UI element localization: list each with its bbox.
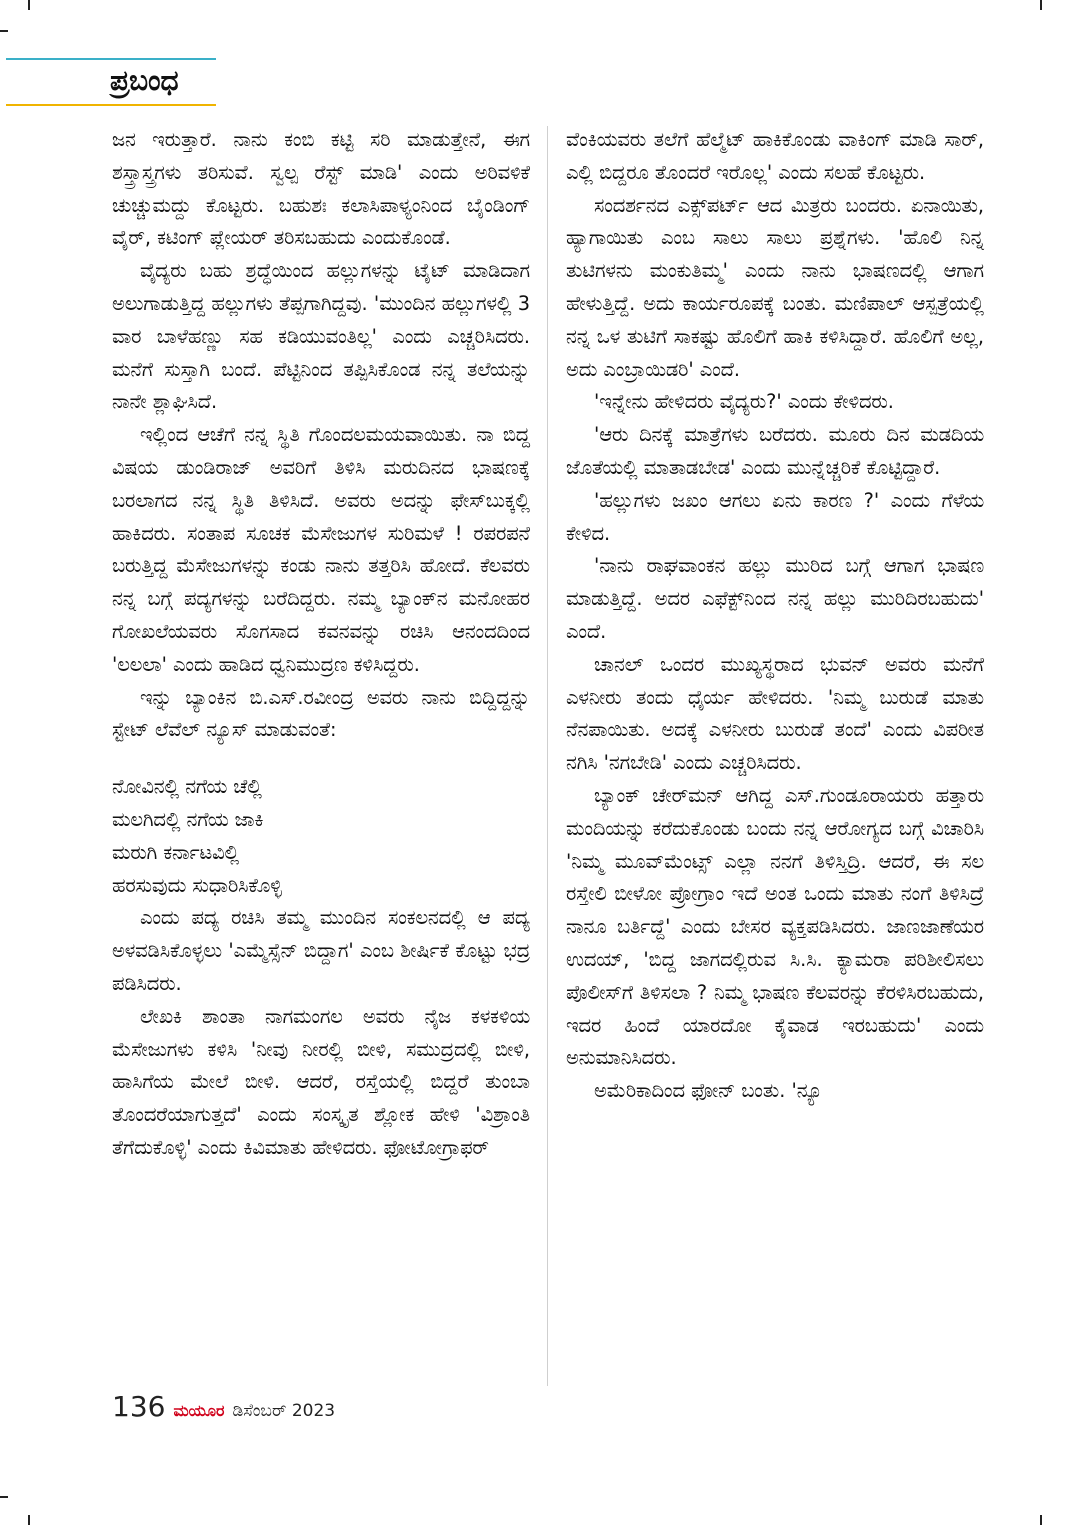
paragraph: ಚಾನಲ್ ಒಂದರ ಮುಖ್ಯಸ್ಥರಾದ ಭುವನ್ ಅವರು ಮನೆಗೆ ಎಳನೀರು ತಂದು ಧೈರ್ಯ ಹೇಳಿದರು. 'ನಿಮ್ಮ ಬುರುಡೆ ಮಾತು ನೆನಪಾಯಿತು. ಅದಕ್ಕೆ ಎಳನೀರು ಬುರುಡೆ ತಂದೆ' ಎಂದು ವಿಪರೀತ ನಗಿಸಿ 'ನಗಬೇಡಿ' ಎಂದು ಎಚ್ಚರಿಸಿದರು. xyxy=(566,652,984,775)
paragraph: ವೈದ್ಯರು ಬಹು ಶ್ರದ್ಧೆಯಿಂದ ಹಲ್ಲುಗಳನ್ನು ಟೈಟ್ ಮಾಡಿದಾಗ ಅಲುಗಾಡುತ್ತಿದ್ದ ಹಲ್ಲುಗಳು ತೆಪ್ಪಗಾಗಿದ್ದವು. 'ಮುಂದಿನ ಹಲ್ಲುಗಳಲ್ಲಿ 3 ವಾರ ಬಾಳೆಹಣ್ಣು ಸಹ ಕಡಿಯುವಂತಿಲ್ಲ' ಎಂದು ಎಚ್ಚರಿಸಿದರು. ಮನೆಗೆ ಸುಸ್ತಾಗಿ ಬಂದೆ. ಪೆಟ್ಟಿನಿಂದ ತಪ್ಪಿಸಿಕೊಂಡ ನನ್ನ ತಲೆಯನ್ನು ನಾನೇ ಶ್ಲಾಘಿಸಿದೆ. xyxy=(112,259,530,414)
poem-line: ಮಲಗಿದಲ್ಲಿ ನಗೆಯ ಜಾಕಿ xyxy=(112,807,264,831)
page-footer xyxy=(112,1390,335,1430)
paragraph: 'ನಾನು ರಾಘವಾಂಕನ ಹಲ್ಲು ಮುರಿದ ಬಗ್ಗೆ ಆಗಾಗ ಭಾಷಣ ಮಾಡುತ್ತಿದ್ದೆ. ಅದರ ಎಫೆಕ್ಟ್‌ನಿಂದ ನನ್ನ ಹಲ್ಲು ಮುರಿದಿರಬಹುದು' ಎಂದೆ. xyxy=(566,554,984,643)
crop-mark xyxy=(1040,0,1042,10)
paragraph: ಬ್ಯಾಂಕ್ ಚೇರ್‌ಮನ್ ಆಗಿದ್ದ ಎಸ್.ಗುಂಡೂರಾಯರು ಹತ್ತಾರು ಮಂದಿಯನ್ನು ಕರೆದುಕೊಂಡು ಬಂದು ನನ್ನ ಆರೋಗ್ಯದ ಬಗ್ಗೆ ವಿಚಾರಿಸಿ 'ನಿಮ್ಮ ಮೂವ್‌ಮೆಂಟ್ಸ್ ಎಲ್ಲಾ ನನಗೆ ತಿಳಿಸ್ತಿದ್ರಿ. ಆದರೆ, ಈ ಸಲ ರಸ್ತೇಲಿ ಬೀಳೋ ಪ್ರೋಗ್ರಾಂ ಇದೆ ಅಂತ ಒಂದು ಮಾತು ನಂಗೆ ತಿಳಿಸಿದ್ರೆ ನಾನೂ ಬರ್ತಿದ್ದೆ' ಎಂದು ಬೇಸರ ವ್ಯಕ್ತಪಡಿಸಿದರು. ಜಾಣಜಾಣೆಯರ ಉದಯ್, 'ಬಿದ್ದ ಜಾಗದಲ್ಲಿರುವ ಸಿ.ಸಿ. ಕ್ಯಾಮರಾ ಪರಿಶೀಲಿಸಲು ಪೊಲೀಸ್‌ಗೆ ತಿಳಿಸಲಾ ? ನಿಮ್ಮ ಭಾಷಣ ಕೆಲವರನ್ನು ಕೆರಳಿಸಿರಬಹುದು, ಇದರ ಹಿಂದೆ ಯಾರದೋ ಕೈವಾಡ ಇರಬಹುದು' ಎಂದು ಅನುಮಾನಿಸಿದರು. xyxy=(566,783,984,1070)
column-divider xyxy=(547,126,548,1386)
crop-mark xyxy=(1040,1515,1042,1525)
magazine-logo: ಮಯೂರ xyxy=(173,1401,225,1420)
paragraph: ವೆಂಕಿಯವರು ತಲೆಗೆ ಹೆಲ್ಮೆಟ್ ಹಾಕಿಕೊಂಡು ವಾಕಿಂಗ್ ಮಾಡಿ ಸಾರ್, ಎಲ್ಲಿ ಬಿದ್ದರೂ ತೊಂದರೆ ಇರೊಲ್ಲ' ಎಂದು ಸಲಹೆ ಕೊಟ್ಟರು. xyxy=(566,128,984,184)
paragraph: ಇಲ್ಲಿಂದ ಆಚೆಗೆ ನನ್ನ ಸ್ಥಿತಿ ಗೊಂದಲಮಯವಾಯಿತು. ನಾ ಬಿದ್ದ ವಿಷಯ ಡುಂಡಿರಾಜ್ ಅವರಿಗೆ ತಿಳಿಸಿ ಮರುದಿನದ ಭಾಷಣಕ್ಕೆ ಬರಲಾಗದ ನನ್ನ ಸ್ಥಿತಿ ತಿಳಿಸಿದೆ. ಅವರು ಅದನ್ನು ಫೇಸ್‌ಬುಕ್ಕಲ್ಲಿ ಹಾಕಿದರು. ಸಂತಾಪ ಸೂಚಕ ಮೆಸೇಜುಗಳ ಸುರಿಮಳೆ ! ರಪರಪನೆ ಬರುತ್ತಿದ್ದ ಮೆಸೇಜುಗಳನ್ನು ಕಂಡು ನಾನು ತತ್ತರಿಸಿ ಹೋದೆ. ಕೆಲವರು ನನ್ನ ಬಗ್ಗೆ ಪದ್ಯಗಳನ್ನು ಬರೆದಿದ್ದರು. ನಮ್ಮ ಬ್ಯಾಂಕ್‌ನ ಮನೋಹರ ಗೋಖಲೆಯವರು ಸೊಗಸಾದ ಕವನವನ್ನು ರಚಿಸಿ ಆನಂದದಿಂದ 'ಲಲಲಾ' ಎಂದು ಹಾಡಿದ ಧ್ವನಿಮುದ್ರಣ ಕಳಿಸಿದ್ದರು. xyxy=(112,423,530,676)
header-rule-top xyxy=(6,58,216,60)
crop-mark xyxy=(0,30,8,32)
poem-line: ನೋವಿನಲ್ಲಿ ನಗೆಯ ಚೆಲ್ಲಿ xyxy=(112,775,262,799)
poem-line: ಮರುಗಿ ಕರ್ನಾಟವಿಲ್ಲಿ xyxy=(112,840,240,864)
poem-line: ಹರಸುವುದು ಸುಧಾರಿಸಿಕೊಳ್ಳಿ xyxy=(112,873,282,897)
paragraph: 'ಹಲ್ಲುಗಳು ಜಖಂ ಆಗಲು ಏನು ಕಾರಣ ?' ಎಂದು ಗೆಳೆಯ ಕೇಳಿದ. xyxy=(566,488,984,545)
issue-date: ಡಿಸೆಂಬರ್ 2023 xyxy=(232,1401,336,1421)
paragraph: ಎಂದು ಪದ್ಯ ರಚಿಸಿ ತಮ್ಮ ಮುಂದಿನ ಸಂಕಲನದಲ್ಲಿ ಆ ಪದ್ಯ ಅಳವಡಿಸಿಕೊಳ್ಳಲು 'ಎಮ್ಮೆಸ್ಸೆನ್ ಬಿದ್ದಾಗ' ಎಂಬ ಶೀರ್ಷಿಕೆ ಕೊಟ್ಟು ಭದ್ರ ಪಡಿಸಿದರು. xyxy=(112,906,530,995)
paragraph: ಲೇಖಕಿ ಶಾಂತಾ ನಾಗಮಂಗಲ ಅವರು ನೈಜ ಕಳಕಳಿಯ ಮೆಸೇಜುಗಳು ಕಳಿಸಿ 'ನೀವು ನೀರಲ್ಲಿ ಬೀಳಿ, ಸಮುದ್ರದಲ್ಲಿ ಬೀಳಿ, ಹಾಸಿಗೆಯ ಮೇಲೆ ಬೀಳಿ. ಆದರೆ, ರಸ್ತೆಯಲ್ಲಿ ಬಿದ್ದರೆ ತುಂಬಾ ತೊಂದರೆಯಾಗುತ್ತದೆ' ಎಂದು ಸಂಸ್ಕೃತ ಶ್ಲೋಕ ಹೇಳಿ 'ವಿಶ್ರಾಂತಿ ತೆಗೆದುಕೊಳ್ಳಿ' ಎಂದು ಕಿವಿಮಾತು ಹೇಳಿದರು. ಫೋಟೋಗ್ರಾಫರ್ xyxy=(112,1004,530,1159)
poem xyxy=(112,771,530,902)
paragraph: ಇನ್ನು ಬ್ಯಾಂಕಿನ ಬಿ.ಎಸ್.ರವೀಂದ್ರ ಅವರು ನಾನು ಬಿದ್ದಿದ್ದನ್ನು ಸ್ಟೇಟ್ ಲೆವೆಲ್ ನ್ಯೂಸ್ ಮಾಡುವಂತೆ: xyxy=(112,685,530,742)
paragraph: ಅಮೆರಿಕಾದಿಂದ ಫೋನ್ ಬಂತು. 'ನ್ಯೂ xyxy=(594,1079,823,1103)
section-header xyxy=(6,58,216,108)
section-title: ಪ್ರಬಂಧ xyxy=(110,64,179,97)
page-number: 136 xyxy=(112,1390,166,1423)
paragraph: 'ಇನ್ನೇನು ಹೇಳಿದರು ವೈದ್ಯರು?' ಎಂದು ಕೇಳಿದರು. xyxy=(594,390,894,414)
right-column xyxy=(566,124,984,1108)
paragraph: ಸಂದರ್ಶನದ ಎಕ್ಸ್‌ಪರ್ಟ್ ಆದ ಮಿತ್ರರು ಬಂದರು. ಏನಾಯಿತು, ಹ್ಯಾಗಾಯಿತು ಎಂಬ ಸಾಲು ಸಾಲು ಪ್ರಶ್ನೆಗಳು. 'ಹೊಲಿ ನಿನ್ನ ತುಟಿಗಳನು ಮಂಕುತಿಮ್ಮ' ಎಂದು ನಾನು ಭಾಷಣದಲ್ಲಿ ಆಗಾಗ ಹೇಳುತ್ತಿದ್ದೆ. ಅದು ಕಾರ್ಯರೂಪಕ್ಕೆ ಬಂತು. ಮಣಿಪಾಲ್ ಆಸ್ಪತ್ರೆಯಲ್ಲಿ ನನ್ನ ಒಳ ತುಟಿಗೆ ಸಾಕಷ್ಟು ಹೊಲಿಗೆ ಹಾಕಿ ಕಳಿಸಿದ್ದಾರೆ. ಹೊಲಿಗೆ ಅಲ್ಲ, ಅದು ಎಂಬ್ರಾಯಿಡರಿ' ಎಂದೆ. xyxy=(566,193,984,381)
crop-mark xyxy=(28,1515,30,1525)
paragraph: 'ಆರು ದಿನಕ್ಕೆ ಮಾತ್ರೆಗಳು ಬರೆದರು. ಮೂರು ದಿನ ಮಡದಿಯ ಜೊತೆಯಲ್ಲಿ ಮಾತಾಡಬೇಡ' ಎಂದು ಮುನ್ನೆಚ್ಚರಿಕೆ ಕೊಟ್ಟಿದ್ದಾರೆ. xyxy=(566,423,984,479)
crop-mark xyxy=(0,1496,8,1498)
left-column xyxy=(112,124,530,1165)
header-rule-bottom xyxy=(6,104,216,106)
crop-mark xyxy=(28,0,30,10)
paragraph: ಜನ ಇರುತ್ತಾರೆ. ನಾನು ಕಂಬಿ ಕಟ್ಟಿ ಸರಿ ಮಾಡುತ್ತೇನೆ, ಈಗ ಶಸ್ತ್ರಾಸ್ತ್ರಗಳು ತರಿಸುವೆ. ಸ್ವಲ್ಪ ರೆಸ್ಟ್ ಮಾಡಿ' ಎಂದು ಅರಿವಳಿಕೆ ಚುಚ್ಚುಮದ್ದು ಕೊಟ್ಟರು. ಬಹುಶಃ ಕಲಾಸಿಪಾಳ್ಯಂನಿಂದ ಬೈಂಡಿಂಗ್ ವೈರ್, ಕಟಿಂಗ್ ಪ್ಲೇಯರ್ ತರಿಸಬಹುದು ಎಂದುಕೊಂಡೆ. xyxy=(112,128,530,250)
